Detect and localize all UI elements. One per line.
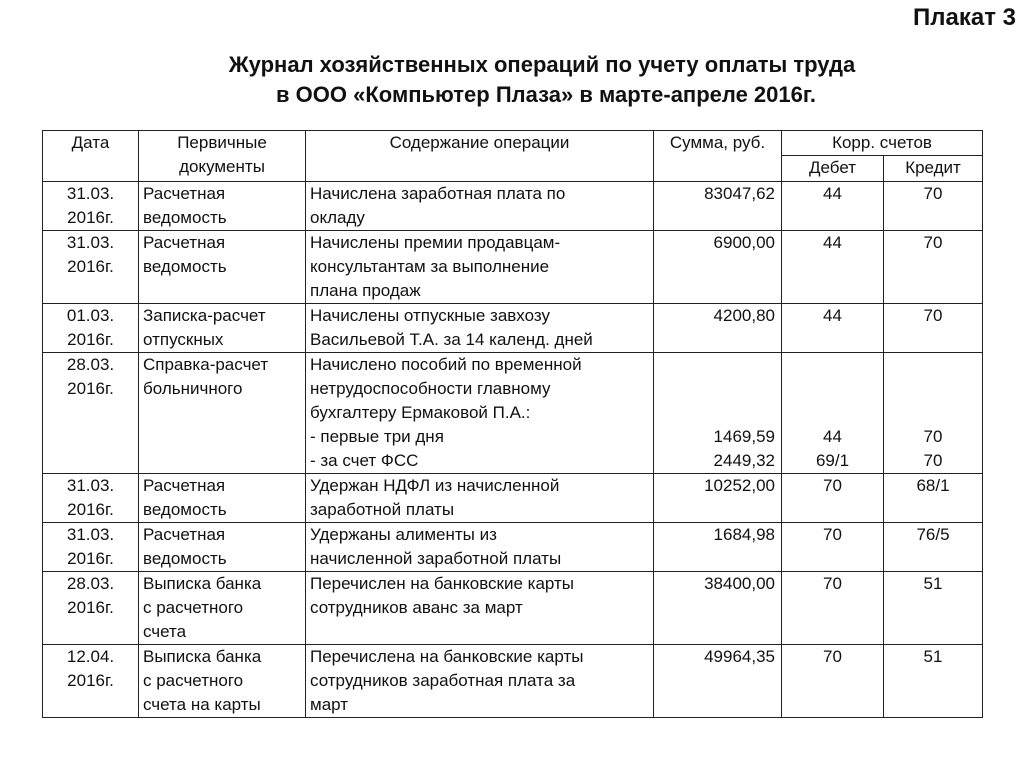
cell-debit xyxy=(782,304,884,353)
cell-debit-line xyxy=(786,353,879,377)
cell-debit-line xyxy=(786,401,879,425)
header-operation-content: Содержание операции xyxy=(306,131,654,182)
cell-sum xyxy=(654,353,782,474)
cell-content-line: Начислено пособий по временной xyxy=(310,355,582,374)
cell-document-line: Выписка банка xyxy=(143,574,262,593)
cell-content xyxy=(306,572,654,645)
cell-content-line: Васильевой Т.А. за 14 календ. дней xyxy=(310,330,593,349)
cell-document-line: Расчетная xyxy=(143,525,226,544)
cell-credit-line xyxy=(888,401,978,425)
cell-debit-line: 70 xyxy=(823,476,842,495)
cell-document-line: ведомость xyxy=(143,500,227,519)
cell-content-line: сотрудников заработная плата за xyxy=(310,671,576,690)
cell-date-line: 28.03. xyxy=(66,355,115,374)
table-row xyxy=(43,182,983,231)
cell-credit-line: 51 xyxy=(923,574,943,593)
cell-content-line: плана продаж xyxy=(310,281,421,300)
cell-debit xyxy=(782,572,884,645)
cell-content-line: заработной платы xyxy=(310,500,455,519)
cell-credit-line: 70 xyxy=(923,427,943,446)
cell-sum xyxy=(654,474,782,523)
cell-document-line: отпускных xyxy=(143,330,224,349)
journal-body xyxy=(43,182,983,718)
cell-date xyxy=(43,645,139,718)
cell-credit-line: 76/5 xyxy=(916,525,950,544)
page-title-line2: в ООО «Компьютер Плаза» в марте-апреле 2016г. xyxy=(276,82,816,107)
cell-date xyxy=(43,474,139,523)
cell-content xyxy=(306,523,654,572)
cell-debit-line: 70 xyxy=(823,647,842,666)
cell-credit-line xyxy=(888,377,978,401)
cell-date xyxy=(43,304,139,353)
cell-content-line: Перечислена на банковские карты xyxy=(310,647,584,666)
cell-sum-line: 2449,32 xyxy=(713,451,775,470)
cell-debit-line: 69/1 xyxy=(815,451,850,470)
header-docs-line2: документы xyxy=(179,157,265,176)
header-docs-line1: Первичные xyxy=(177,133,267,152)
cell-document xyxy=(139,523,306,572)
table-row xyxy=(43,231,983,304)
header-sum: Сумма, руб. xyxy=(654,131,782,182)
cell-date xyxy=(43,231,139,304)
cell-content-line: Удержан НДФЛ из начисленной xyxy=(310,476,560,495)
cell-sum-line: 10252,00 xyxy=(704,476,775,495)
cell-document-line: Записка-расчет xyxy=(143,306,266,325)
header-credit: Кредит xyxy=(884,156,983,182)
cell-sum-line: 1469,59 xyxy=(713,427,775,446)
cell-document-line: с расчетного xyxy=(143,598,244,617)
cell-document-line: счета xyxy=(143,622,187,641)
cell-content-line: бухгалтеру Ермаковой П.А.: xyxy=(310,403,531,422)
cell-debit-line: 70 xyxy=(823,525,842,544)
cell-debit xyxy=(782,523,884,572)
cell-debit-line: 44 xyxy=(823,306,842,325)
cell-date-line: 12.04. xyxy=(66,647,115,666)
cell-content xyxy=(306,304,654,353)
page-title-line1: Журнал хозяйственных операций по учету оплаты труда xyxy=(228,52,856,77)
table-row xyxy=(43,353,983,474)
cell-credit-line xyxy=(888,353,978,377)
cell-sum-line: 83047,62 xyxy=(704,184,775,203)
cell-date xyxy=(43,353,139,474)
cell-date-line: 2016г. xyxy=(67,671,114,690)
cell-sum-line xyxy=(658,377,775,401)
cell-debit-line xyxy=(786,377,879,401)
cell-document-line: Справка-расчет xyxy=(143,355,269,374)
cell-credit xyxy=(884,474,983,523)
cell-content-line: нетрудоспособности главному xyxy=(310,379,551,398)
cell-content-line: Начислены отпускные завхозу xyxy=(310,306,550,325)
cell-content-line: - за счет ФСС xyxy=(310,451,419,470)
table-row xyxy=(43,523,983,572)
cell-credit xyxy=(884,523,983,572)
header-primary-documents xyxy=(139,131,306,182)
cell-credit-line: 70 xyxy=(923,451,943,470)
cell-sum-line: 49964,35 xyxy=(704,647,775,666)
cell-content xyxy=(306,474,654,523)
cell-document xyxy=(139,353,306,474)
cell-document-line: ведомость xyxy=(143,549,227,568)
cell-content-line: начисленной заработной платы xyxy=(310,549,562,568)
cell-content-line: сотрудников аванс за март xyxy=(310,598,523,617)
cell-date-line: 31.03. xyxy=(66,233,115,252)
cell-date-line: 2016г. xyxy=(67,598,114,617)
cell-date-line: 2016г. xyxy=(67,330,114,349)
cell-credit xyxy=(884,572,983,645)
cell-content-line: Начислена заработная плата по xyxy=(310,184,566,203)
cell-document xyxy=(139,231,306,304)
cell-content xyxy=(306,353,654,474)
cell-date-line: 28.03. xyxy=(66,574,115,593)
cell-document-line: счета на карты xyxy=(143,695,261,714)
cell-credit-line: 70 xyxy=(923,184,943,203)
cell-credit xyxy=(884,353,983,474)
cell-document-line: Расчетная xyxy=(143,233,226,252)
cell-date-line: 31.03. xyxy=(66,476,115,495)
cell-document xyxy=(139,645,306,718)
cell-date-line: 2016г. xyxy=(67,500,114,519)
header-date: Дата xyxy=(43,131,139,182)
cell-credit xyxy=(884,304,983,353)
table-row xyxy=(43,645,983,718)
cell-date-line: 01.03. xyxy=(66,306,115,325)
cell-debit xyxy=(782,231,884,304)
cell-sum-line: 6900,00 xyxy=(713,233,775,252)
cell-document-line: Расчетная xyxy=(143,184,226,203)
cell-debit-line: 70 xyxy=(823,574,842,593)
cell-sum-line: 4200,80 xyxy=(713,306,775,325)
cell-document xyxy=(139,182,306,231)
cell-sum xyxy=(654,231,782,304)
cell-document-line: ведомость xyxy=(143,208,227,227)
poster-label: Плакат 3 xyxy=(913,4,1016,31)
cell-credit-line: 70 xyxy=(923,233,943,252)
cell-document-line: ведомость xyxy=(143,257,227,276)
cell-content-line: март xyxy=(310,695,349,714)
cell-content xyxy=(306,182,654,231)
cell-credit xyxy=(884,231,983,304)
cell-document-line: с расчетного xyxy=(143,671,244,690)
cell-content-line: Начислены премии продавцам- xyxy=(310,233,561,252)
cell-date-line: 2016г. xyxy=(67,379,114,398)
cell-debit-line: 44 xyxy=(823,233,842,252)
cell-debit xyxy=(782,474,884,523)
cell-date-line: 2016г. xyxy=(67,208,114,227)
cell-date-line: 31.03. xyxy=(66,525,115,544)
cell-date xyxy=(43,572,139,645)
cell-document-line: больничного xyxy=(143,379,243,398)
cell-credit xyxy=(884,182,983,231)
cell-content-line: - первые три дня xyxy=(310,427,444,446)
table-row xyxy=(43,572,983,645)
cell-sum xyxy=(654,182,782,231)
cell-sum xyxy=(654,523,782,572)
operations-journal-table xyxy=(42,130,983,718)
cell-debit xyxy=(782,645,884,718)
cell-date-line: 2016г. xyxy=(67,257,114,276)
cell-sum-line: 1684,98 xyxy=(713,525,775,544)
cell-content-line: консультантам за выполнение xyxy=(310,257,550,276)
cell-document xyxy=(139,304,306,353)
cell-debit-line: 44 xyxy=(823,427,842,446)
cell-debit xyxy=(782,353,884,474)
table-row xyxy=(43,474,983,523)
table-row xyxy=(43,304,983,353)
cell-sum-line: 38400,00 xyxy=(704,574,775,593)
cell-content-line: окладу xyxy=(310,208,365,227)
header-debit: Дебет xyxy=(782,156,884,182)
cell-document xyxy=(139,572,306,645)
cell-date xyxy=(43,523,139,572)
cell-sum-line xyxy=(658,353,775,377)
cell-date-line: 2016г. xyxy=(67,549,114,568)
cell-credit-line: 51 xyxy=(923,647,943,666)
cell-document-line: Выписка банка xyxy=(143,647,262,666)
cell-document-line: Расчетная xyxy=(143,476,226,495)
cell-sum xyxy=(654,645,782,718)
cell-content xyxy=(306,645,654,718)
cell-credit-line: 70 xyxy=(923,306,943,325)
cell-content-line: Удержаны алименты из xyxy=(310,525,497,544)
header-corr-accounts: Корр. счетов xyxy=(782,131,983,156)
cell-document xyxy=(139,474,306,523)
cell-date xyxy=(43,182,139,231)
cell-debit-line: 44 xyxy=(823,184,842,203)
cell-sum xyxy=(654,304,782,353)
cell-sum xyxy=(654,572,782,645)
cell-date-line: 31.03. xyxy=(66,184,115,203)
cell-content xyxy=(306,231,654,304)
cell-credit-line: 68/1 xyxy=(916,476,950,495)
cell-credit xyxy=(884,645,983,718)
cell-content-line: Перечислен на банковские карты xyxy=(310,574,574,593)
cell-debit xyxy=(782,182,884,231)
cell-sum-line xyxy=(658,401,775,425)
